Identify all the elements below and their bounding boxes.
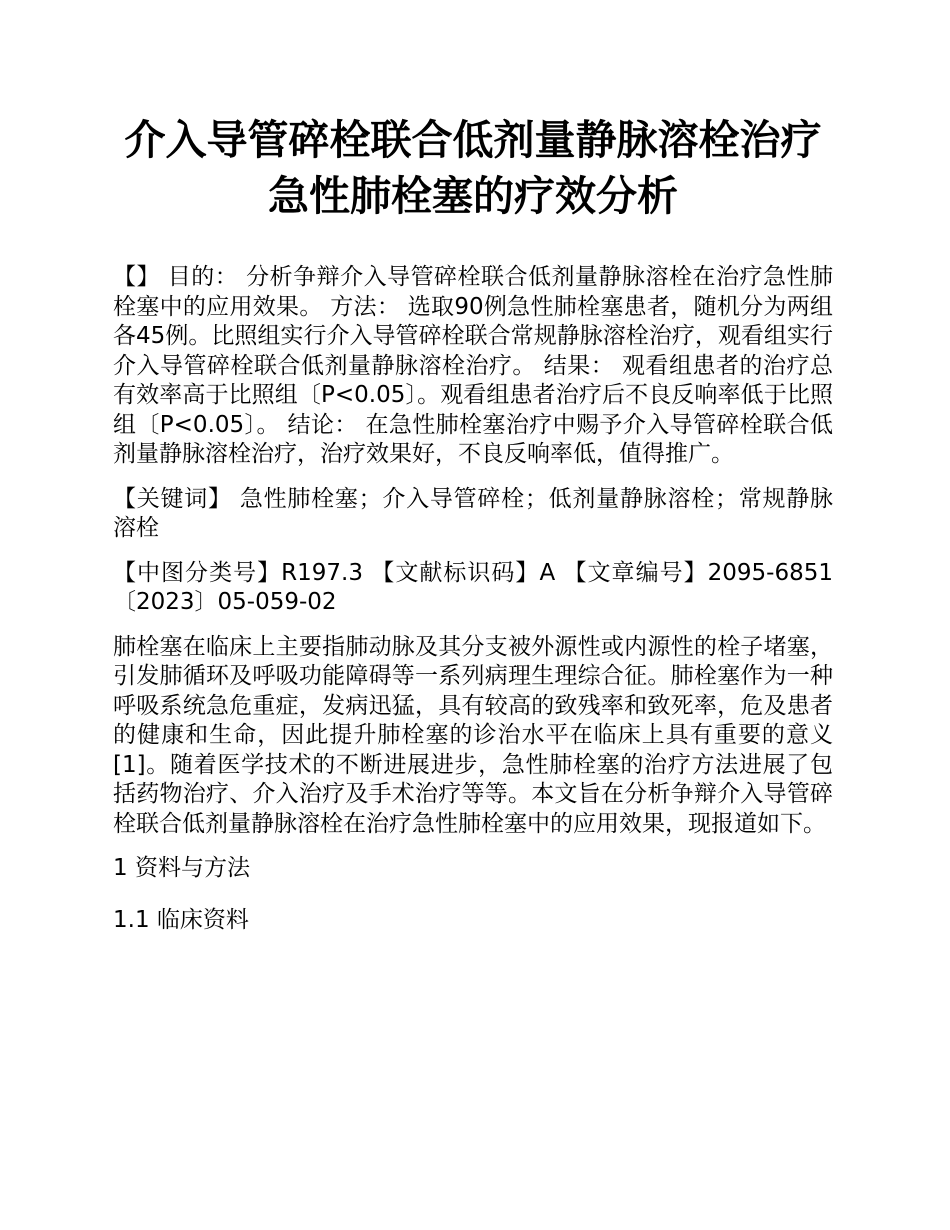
keywords-paragraph: 【关键词】 急性肺栓塞；介入导管碎栓；低剂量静脉溶栓；常规静脉溶栓 xyxy=(113,485,833,541)
title-line-1: 介入导管碎栓联合低剂量静脉溶栓治疗 xyxy=(124,116,822,164)
document-title xyxy=(113,112,833,224)
classification-paragraph: 【中图分类号】R197.3 【文献标识码】A 【文章编号】2095-6851〔2023〕05-059-02 xyxy=(113,559,833,615)
abstract-paragraph: 【】 目的： 分析争辩介入导管碎栓联合低剂量静脉溶栓在治疗急性肺栓塞中的应用效果。 方法： 选取90例急性肺栓塞患者，随机分为两组各45例。比照组实行介入导管碎栓联合常规静脉溶栓治疗，观看组实行介入导管碎栓联合低剂量静脉溶栓治疗。 结果： 观看组患者的治疗总有效率高于比照组〔P<0.05〕。观看组患者治疗后不良反响率低于比照组〔P<0.05〕。 结论： 在急性肺栓塞治疗中赐予介入导管碎栓联合低剂量静脉溶栓治疗，治疗效果好，不良反响率低，值得推广。 xyxy=(113,264,833,467)
intro-paragraph: 肺栓塞在临床上主要指肺动脉及其分支被外源性或内源性的栓子堵塞，引发肺循环及呼吸功能障碍等一系列病理生理综合征。肺栓塞作为一种呼吸系统急危重症，发病迅猛，具有较高的致残率和致死率，危及患者的健康和生命，因此提升肺栓塞的诊治水平在临床上具有重要的意义[1]。随着医学技术的不断进展进步，急性肺栓塞的治疗方法进展了包括药物治疗、介入治疗及手术治疗等等。本文旨在分析争辩介入导管碎栓联合低剂量静脉溶栓在治疗急性肺栓塞中的应用效果，现报道如下。 xyxy=(113,633,833,837)
title-line-2: 急性肺栓塞的疗效分析 xyxy=(268,172,678,220)
document-page xyxy=(113,112,833,957)
section-heading-1-1: 1.1 临床资料 xyxy=(113,906,249,933)
section-heading-1: 1 资料与方法 xyxy=(113,855,250,881)
